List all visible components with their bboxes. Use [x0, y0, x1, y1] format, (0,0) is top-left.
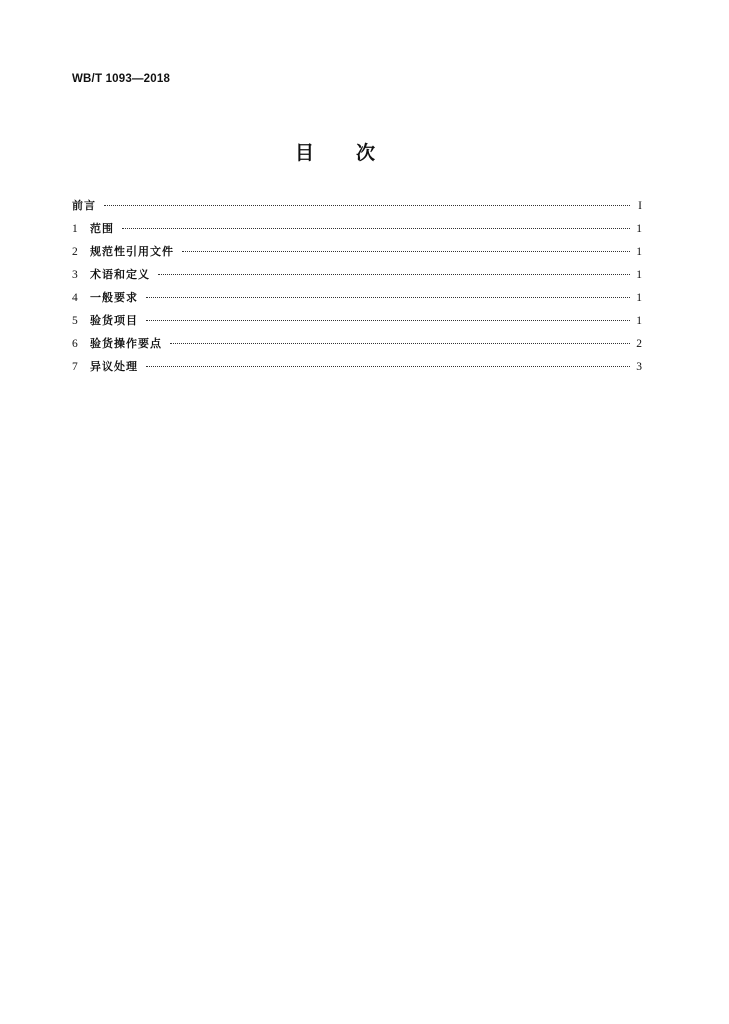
toc-entry-page: 1 [636, 246, 642, 258]
toc-leader-dots [158, 274, 630, 275]
toc-entry-label: 规范性引用文件 [90, 245, 174, 258]
toc-entry-number: 2 [72, 246, 78, 258]
toc-entry-page: 1 [636, 292, 642, 304]
toc-leader-dots [182, 251, 630, 252]
toc-entry-label: 术语和定义 [90, 268, 150, 281]
toc-entry-7[interactable] [72, 359, 642, 382]
toc-entry-number: 7 [72, 361, 78, 373]
toc-entry-6[interactable] [72, 336, 642, 359]
toc-entry-2[interactable] [72, 244, 642, 267]
toc-entry-4[interactable] [72, 290, 642, 313]
toc-leader-dots [146, 297, 630, 298]
toc-entry-number: 5 [72, 315, 78, 327]
toc-entry-page: 1 [636, 269, 642, 281]
toc-entry-page: 3 [636, 361, 642, 373]
toc-entry-page: 1 [636, 315, 642, 327]
toc-entry-label: 范围 [90, 222, 114, 235]
toc-leader-dots [104, 205, 630, 206]
toc-entry-label: 异议处理 [90, 360, 138, 373]
toc-title: 目次 [294, 142, 417, 164]
toc-entry-page: 1 [636, 223, 642, 235]
toc-entry-5[interactable] [72, 313, 642, 336]
toc-entry-number: 4 [72, 292, 78, 304]
toc-leader-dots [170, 343, 630, 344]
toc-leader-dots [146, 320, 630, 321]
toc-leader-dots [146, 366, 630, 367]
toc-list [72, 198, 642, 382]
toc-entry-3[interactable] [72, 267, 642, 290]
toc-entry-number: 6 [72, 338, 78, 350]
toc-entry-1[interactable] [72, 221, 642, 244]
toc-entry-number: 3 [72, 269, 78, 281]
toc-entry-label: 验货项目 [90, 314, 138, 327]
toc-entry-preface[interactable] [72, 198, 642, 221]
toc-entry-label: 验货操作要点 [90, 337, 162, 350]
toc-entry-page: 2 [636, 338, 642, 350]
toc-entry-label: 前言 [72, 199, 96, 212]
document-code: WB/T 1093—2018 [72, 73, 171, 85]
toc-entry-number: 1 [72, 223, 78, 235]
toc-entry-label: 一般要求 [90, 291, 138, 304]
toc-leader-dots [122, 228, 630, 229]
toc-entry-page: I [638, 200, 642, 212]
